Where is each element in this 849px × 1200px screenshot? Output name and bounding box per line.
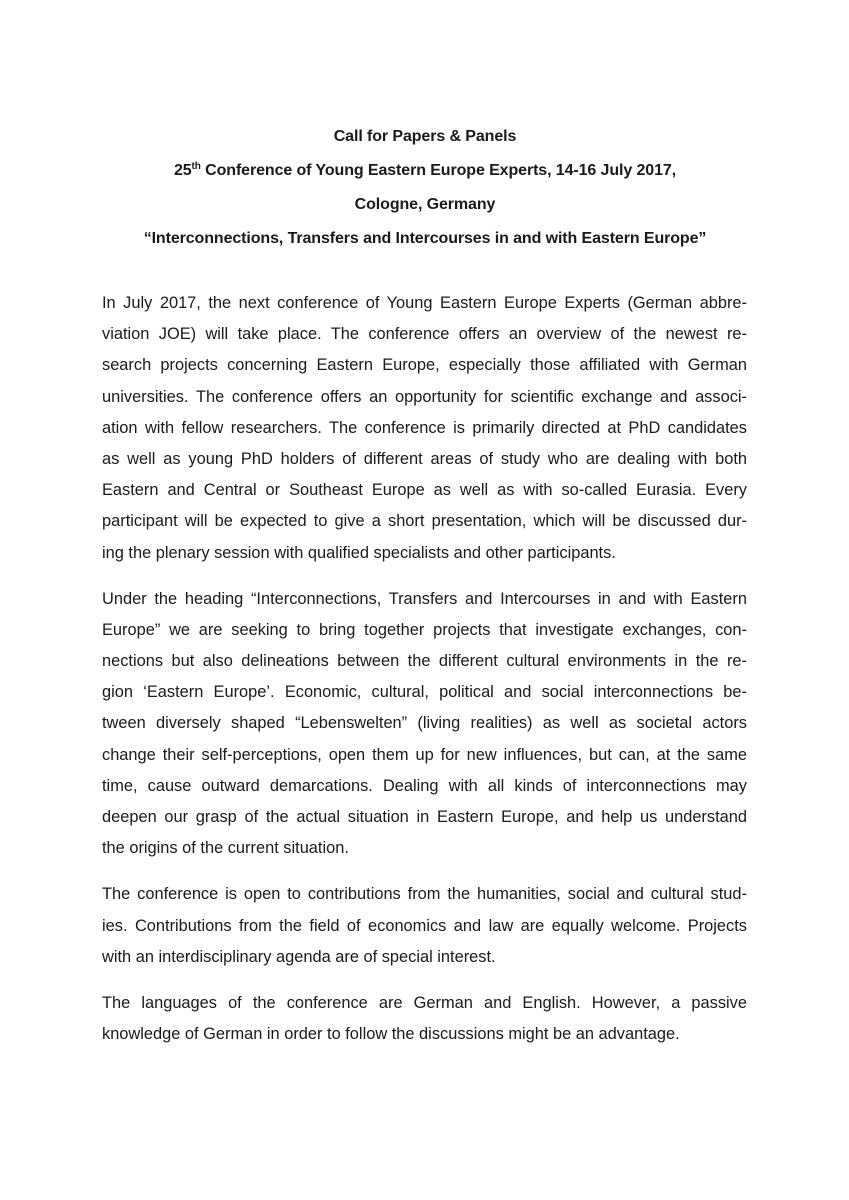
header-title: Call for Papers & Panels [333, 128, 517, 145]
conference-line-text: Conference of Young Eastern Europe Experts, 14-16 July 2017, [200, 162, 677, 179]
paragraph-languages [102, 988, 747, 1050]
text-line: knowledge of German in order to follow the discussions might be an advantage. [102, 1025, 680, 1044]
text-line: deepen our grasp of the actual situation in Eastern Europe, and help us understand [102, 808, 747, 826]
text-line: participant will be expected to give a short presentation, which will be discussed dur- [102, 512, 747, 531]
header-location: Cologne, Germany [354, 196, 496, 213]
text-line: time, cause outward demarcations. Dealing with all kinds of interconnections may [102, 776, 747, 795]
text-line: Eastern and Central or Southeast Europe as well as with so-called Eurasia. Every [102, 481, 747, 500]
text-line: ation with fellow researchers. The conference is primarily directed at PhD candidates [102, 418, 747, 437]
text-line: The conference is open to contributions from the humanities, social and cultural stud- [102, 885, 747, 904]
text-line: universities. The conference offers an opportunity for scientific exchange and associ- [102, 387, 747, 406]
conference-number: 25 [173, 162, 192, 179]
text-line: ies. Contributions from the field of economics and law are equally welcome. Projects [102, 916, 747, 935]
text-line: the origins of the current situation. [102, 839, 349, 858]
text-line: as well as young PhD holders of different areas of study who are dealing with both [102, 449, 747, 468]
text-line: search projects concerning Eastern Europe, especially those affiliated with German [102, 356, 747, 375]
text-line: with an interdisciplinary agenda are of special interest. [102, 947, 496, 966]
header-conference-line [100, 154, 750, 188]
text-line: Under the heading “Interconnections, Transfers and Intercourses in and with Eastern [102, 589, 747, 608]
document-body [102, 288, 747, 1065]
text-line: Europe” we are seeking to bring together projects that investigate exchanges, con- [102, 620, 747, 639]
text-line: ing the plenary session with qualified specialists and other participants. [102, 543, 616, 562]
conference-number-suffix: th [191, 161, 201, 172]
paragraph-theme [102, 584, 747, 865]
text-line: tween diversely shaped “Lebenswelten” (living realities) as well as societal actors [102, 714, 747, 733]
header-theme: “Interconnections, Transfers and Intercourses in and with Eastern Europe” [143, 230, 707, 247]
paragraph-introduction [102, 288, 747, 569]
text-line: nections but also delineations between the different cultural environments in the re- [102, 652, 747, 671]
text-line: gion ‘Eastern Europe’. Economic, cultural, political and social interconnections be- [102, 683, 747, 702]
text-line: In July 2017, the next conference of Young Eastern Europe Experts (German abbre- [102, 294, 747, 312]
text-line: change their self-perceptions, open them up for new influences, but can, at the same [102, 745, 747, 764]
text-line: The languages of the conference are German and English. However, a passive [102, 993, 747, 1012]
document-header [100, 120, 750, 256]
paragraph-contributions [102, 879, 747, 973]
text-line: viation JOE) will take place. The conference offers an overview of the newest re- [102, 325, 747, 344]
